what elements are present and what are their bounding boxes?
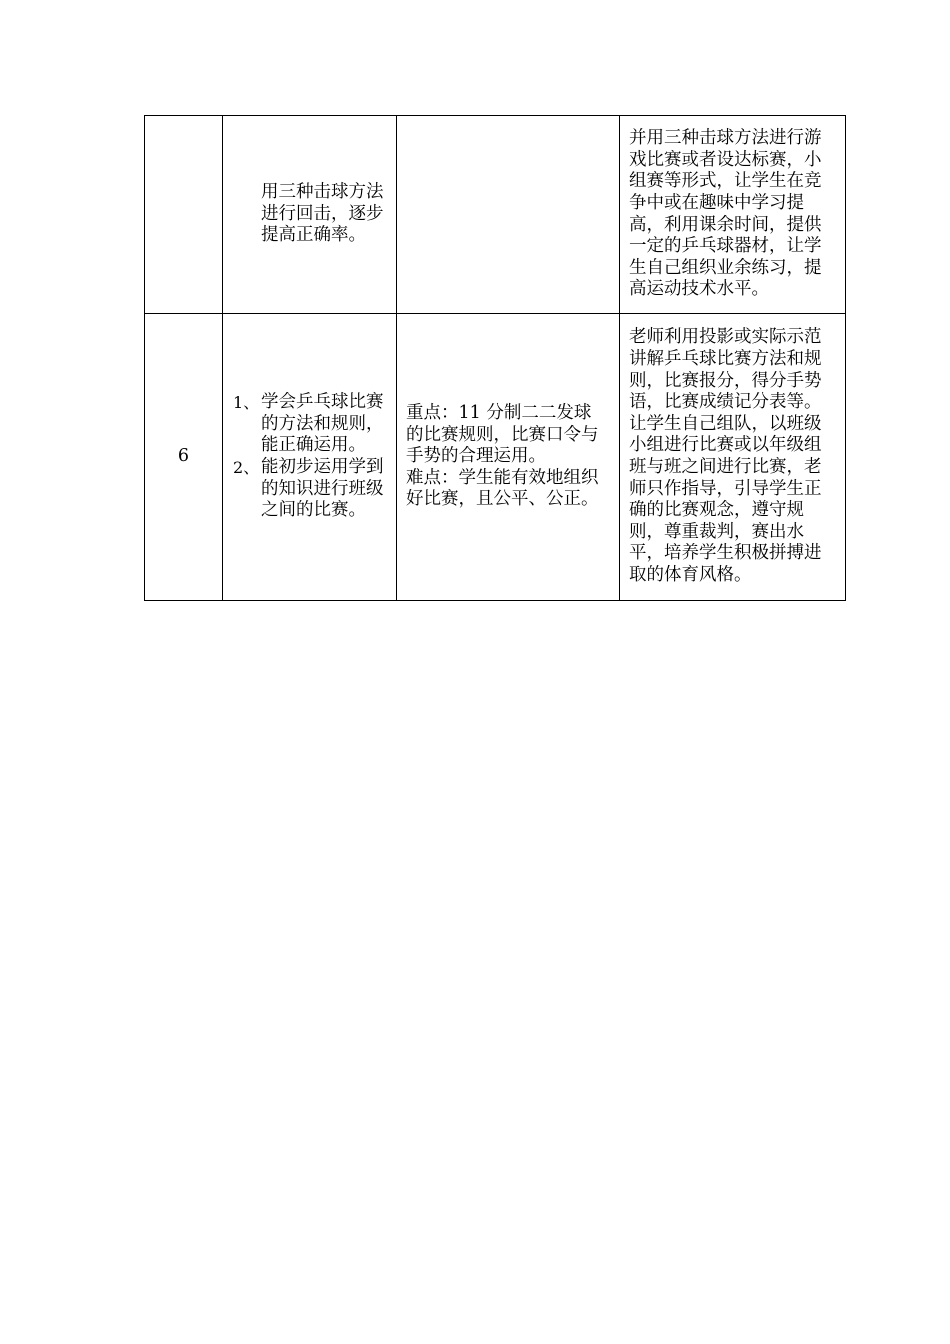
goal-item-text: 能初步运用学到的知识进行班级之间的比赛。	[261, 457, 384, 521]
teaching-method-text: 老师利用投影或实际示范讲解乒乓球比赛方法和规则，比赛报分，得分手势语，比赛成绩记分表等。让学生自己组队，以班级小组进行比赛或以年级组班与班之间进行比赛，老师只作指导，引导学生正确的比赛观念，遵守规则，尊重裁判，赛出水平，培养学生积极拼搏进取的体育风格。	[629, 327, 822, 585]
teaching-goal-text: 用三种击球方法进行回击，逐步提高正确率。	[261, 182, 384, 246]
focus-point-text: 重点：11 分制二二发球的比赛规则，比赛口令与手势的合理运用。	[406, 403, 599, 467]
teaching-method-text: 并用三种击球方法进行游戏比赛或者设达标赛，小组赛等形式，让学生在竞争中或在趣味中学习提高，利用课余时间，提供一定的乒乓球器材，让学生自己组织业余练习，提高运动技术水平。	[629, 128, 822, 300]
teaching-method-cell	[620, 314, 846, 601]
list-item	[233, 392, 384, 457]
teaching-method-cell	[620, 116, 846, 314]
lesson-number-cell: 6	[145, 314, 223, 601]
goal-item-text: 学会乒乓球比赛的方法和规则，能正确运用。	[261, 392, 384, 456]
table-row	[145, 314, 846, 601]
teaching-goal-cell	[223, 116, 397, 314]
difficulty-point-text: 难点：学生能有效地组织好比赛，且公平、公正。	[406, 467, 599, 510]
teaching-goal-cell	[223, 314, 397, 601]
teaching-goal-list	[223, 392, 396, 522]
list-marker: 1、	[233, 393, 260, 413]
key-points-cell	[397, 314, 620, 601]
key-points-block	[397, 403, 619, 511]
key-points-cell	[397, 116, 620, 314]
list-marker: 2、	[233, 458, 260, 477]
lesson-plan-table	[144, 115, 846, 601]
lesson-number-cell	[145, 116, 223, 314]
table-row	[145, 116, 846, 314]
list-item	[233, 457, 384, 522]
